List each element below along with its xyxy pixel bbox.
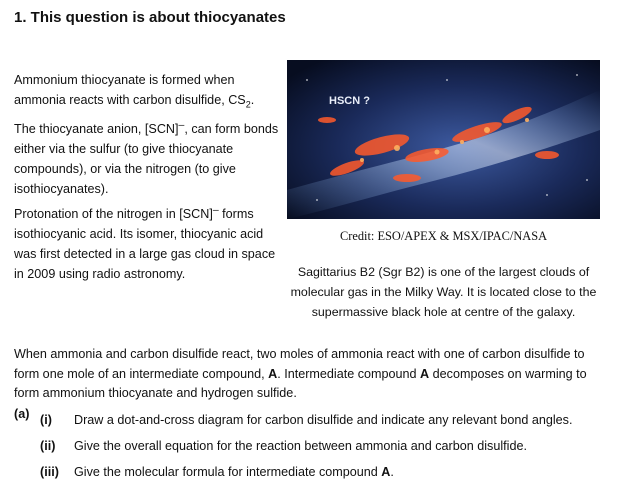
part-a-label: (a) — [14, 407, 30, 421]
intro-line-2-text: ammonia reacts with carbon disulfide, CS — [14, 93, 246, 107]
question-title: 1. This question is about thiocyanates — [14, 9, 286, 26]
compound-a-1: A — [268, 366, 278, 381]
question-iii-text — [74, 463, 609, 481]
protonation-text-a: Protonation of the nitrogen in [SCN] — [14, 207, 213, 222]
image-caption: Sagittarius B2 (Sgr B2) is one of the largest clouds of molecular gas in the Milky Way. It is located close to the supermassive black hole at centre of the galaxy. — [290, 265, 597, 319]
question-ii-number: (ii) — [40, 439, 56, 453]
compound-a-2: A — [420, 366, 430, 381]
question-iii-number: (iii) — [40, 465, 59, 479]
hscn-label: HSCN ? — [329, 95, 370, 107]
protonation-charge: – — [212, 204, 219, 216]
question-i-number: (i) — [40, 413, 52, 427]
anion-text-a: The thiocyanate anion, [SCN] — [14, 122, 179, 137]
question-iii-main: Give the molecular formula for intermediate compound — [74, 465, 382, 479]
intro-line-1: Ammonium thiocyanate is formed when — [14, 73, 235, 87]
nebula-illustration — [287, 60, 600, 219]
image-credit: Credit: ESO/APEX & MSX/IPAC/NASA — [339, 229, 548, 243]
intro-paragraph — [14, 70, 286, 115]
anion-text-b: , can form bonds either via the sulfur (to give thiocyanate compounds), or via the nitrogen (to give isothiocyanates). — [14, 122, 279, 197]
sgr-b2-image — [287, 60, 600, 219]
anion-charge: – — [178, 119, 185, 131]
anion-paragraph — [14, 115, 286, 199]
intro-line-2-end: . — [250, 93, 255, 107]
compound-a-3: A — [381, 465, 391, 479]
reaction-paragraph — [14, 345, 604, 404]
para-text-a: When ammonia and carbon disulfide react, two moles of ammonia react with one of carbon disulfide to form one mole of an intermediate compound, — [14, 347, 585, 381]
question-ii-text: Give the overall equation for the reaction between ammonia and carbon disulfide. — [74, 439, 527, 453]
protonation-text-b: forms isothiocyanic acid. Its isomer, thiocyanic acid was first detected in a large gas cloud in space in 2009 using radio astronomy. — [14, 207, 276, 282]
intro-line-2 — [14, 90, 286, 115]
cs2-subscript: 2 — [245, 99, 251, 110]
protonation-paragraph — [14, 200, 286, 284]
question-i-text: Draw a dot-and-cross diagram for carbon disulfide and indicate any relevant bond angles. — [74, 413, 573, 427]
question-iii-end: . — [390, 465, 394, 479]
para-text-e: decomposes on warming to form ammonium thiocyanate and hydrogen sulfide. — [14, 366, 587, 400]
para-text-c: . Intermediate compound — [277, 366, 421, 381]
